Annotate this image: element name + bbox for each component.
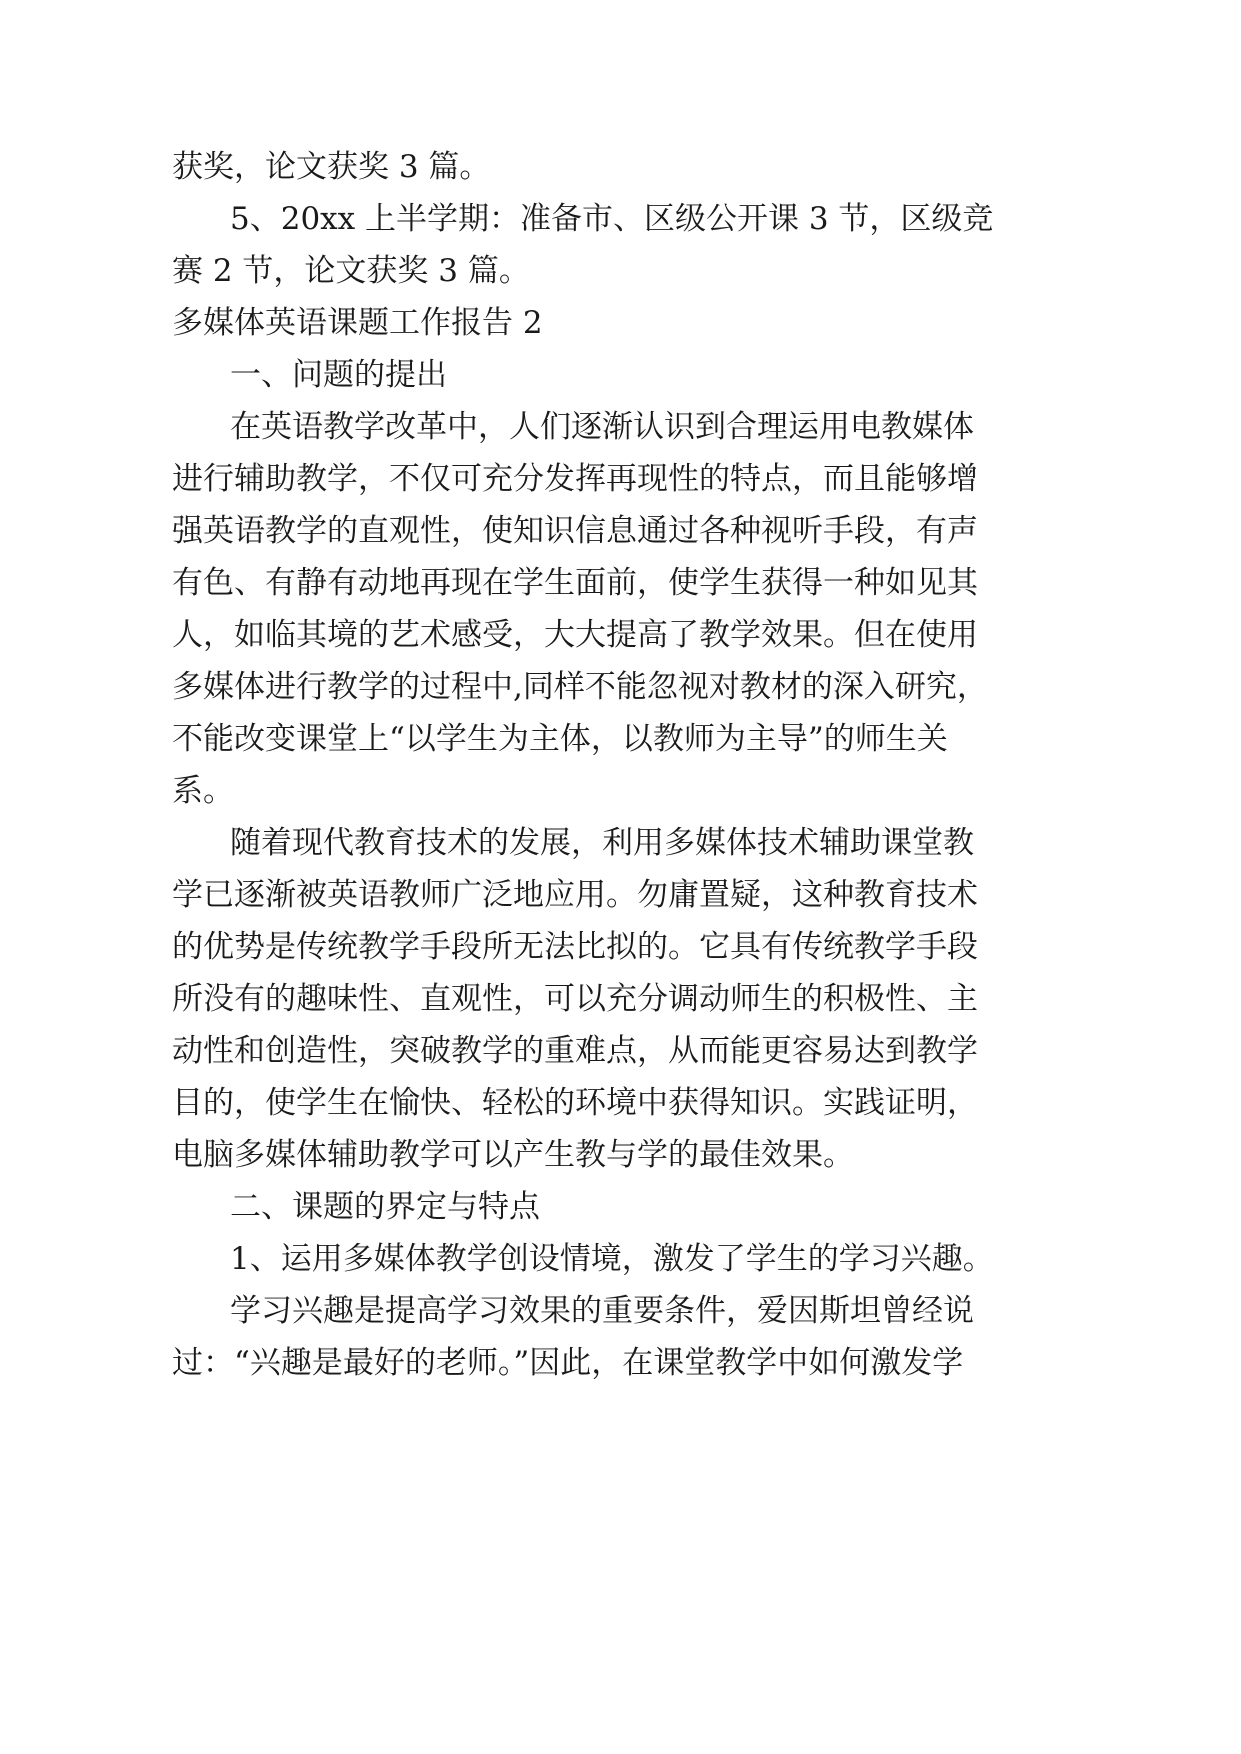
text-line: 随着现代教育技术的发展，利用多媒体技术辅助课堂教 [230, 825, 974, 861]
text-line: 1、运用多媒体教学创设情境，激发了学生的学习兴趣。 [230, 1241, 994, 1277]
text-line: 有色、有静有动地再现在学生面前，使学生获得一种如见其 [172, 565, 978, 601]
text-line: 电脑多媒体辅助教学可以产生教与学的最佳效果。 [172, 1137, 854, 1173]
text-line: 人，如临其境的艺术感受，大大提高了教学效果。但在使用 [172, 617, 978, 653]
text-line: 的优势是传统教学手段所无法比拟的。它具有传统教学手段 [172, 929, 978, 965]
text-line: 强英语教学的直观性，使知识信息通过各种视听手段，有声 [172, 513, 978, 549]
text-line: 所没有的趣味性、直观性，可以充分调动师生的积极性、主 [172, 981, 978, 1017]
text-line: 多媒体进行教学的过程中,同样不能忽视对教材的深入研究， [172, 669, 988, 705]
text-line: 获奖，论文获奖 3 篇。 [172, 149, 491, 185]
text-line: 学习兴趣是提高学习效果的重要条件，爱因斯坦曾经说 [230, 1293, 974, 1329]
text-line: 目的，使学生在愉快、轻松的环境中获得知识。实践证明， [172, 1085, 978, 1121]
text-line: 不能改变课堂上“以学生为主体，以教师为主导”的师生关 [172, 721, 948, 757]
text-line: 5、20xx 上半学期：准备市、区级公开课 3 节，区级竞 [230, 201, 994, 237]
text-line: 进行辅助教学，不仅可充分发挥再现性的特点，而且能够增 [172, 461, 978, 497]
text-line: 赛 2 节，论文获奖 3 篇。 [172, 253, 530, 289]
text-line: 在英语教学改革中，人们逐渐认识到合理运用电教媒体 [230, 409, 974, 445]
text-line: 动性和创造性，突破教学的重难点，从而能更容易达到教学 [172, 1033, 978, 1069]
text-line: 系。 [172, 773, 234, 809]
text-line: 过：“兴趣是最好的老师。”因此，在课堂教学中如何激发学 [172, 1345, 964, 1381]
section-heading: 多媒体英语课题工作报告 2 [172, 305, 543, 341]
text-line: 学已逐渐被英语教师广泛地应用。勿庸置疑，这种教育技术 [172, 877, 978, 913]
subsection-heading: 一、问题的提出 [230, 357, 447, 393]
subsection-heading: 二、课题的界定与特点 [230, 1189, 540, 1225]
